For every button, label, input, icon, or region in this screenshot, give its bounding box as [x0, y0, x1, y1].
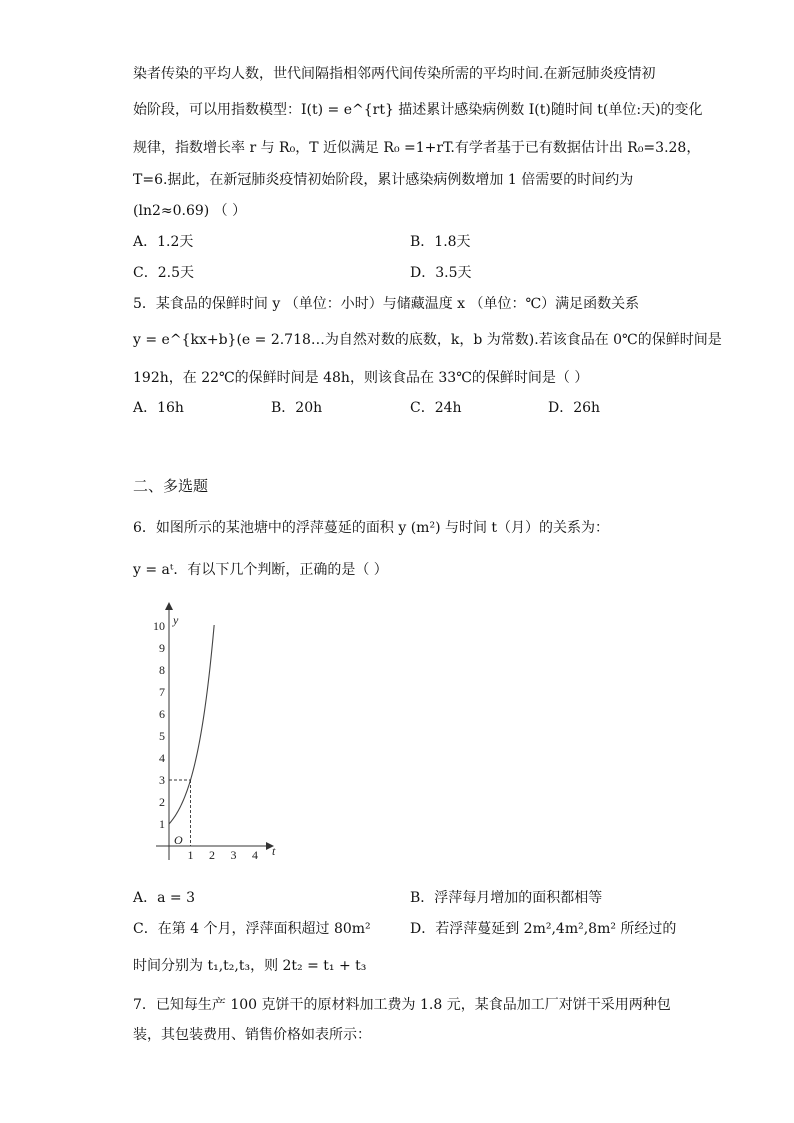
- q6-option-a: A．a = 3: [133, 890, 195, 906]
- y-tick-4: 4: [159, 751, 165, 765]
- q5-option-b: B．20h: [271, 400, 323, 416]
- x-tick-labels: [188, 848, 259, 862]
- q7-line-2: 装，其包装费用、销售价格如表所示：: [133, 1027, 371, 1043]
- curve-y-equals-a-power-t: [169, 625, 214, 824]
- q4-line-3: 规律，指数增长率 r 与 R₀，T 近似满足 R₀ =1+rT.有学者基于已有数据估计出 R₀=3.28，: [133, 140, 701, 156]
- q4-line-5: (ln2≈0.69) （ ）: [133, 203, 247, 219]
- q6-option-c: C．在第 4 个月，浮萍面积超过 80m²: [133, 921, 371, 937]
- q6-option-b: B．浮萍每月增加的面积都相等: [410, 890, 603, 906]
- y-tick-6: 6: [159, 707, 165, 721]
- q4-option-a: A．1.2天: [133, 234, 194, 250]
- q4-line-1: 染者传染的平均人数，世代间隔指相邻两代间传染所需的平均时间.在新冠肺炎疫情初: [133, 66, 656, 82]
- y-tick-5: 5: [159, 729, 165, 743]
- y-tick-8: 8: [159, 663, 165, 677]
- y-tick-7: 7: [159, 685, 165, 699]
- q4-line-2: 始阶段，可以用指数模型：I(t) = e^{rt} 描述累计感染病例数 I(t)随时间 t(单位:天)的变化: [133, 102, 703, 118]
- y-tick-3: 3: [159, 773, 165, 787]
- q5-line-2: y = e^{kx+b}(e = 2.718…为自然对数的底数，k，b 为常数).若该食品在 0℃的保鲜时间是: [133, 332, 722, 348]
- y-tick-labels: [153, 619, 165, 831]
- y-tick-2: 2: [159, 795, 165, 809]
- q6-line-2: y = aᵗ．有以下几个判断，正确的是（ ）: [133, 562, 388, 578]
- q6-line-1: 6．如图所示的某池塘中的浮萍蔓延的面积 y (m²) 与时间 t（月）的关系为：: [133, 520, 610, 536]
- q5-line-1: 5．某食品的保鲜时间 y （单位：小时）与储藏温度 x （单位：℃）满足函数关系: [133, 296, 640, 312]
- x-tick-2: 2: [209, 848, 215, 862]
- x-tick-1: 1: [187, 848, 194, 862]
- q5-option-d: D．26h: [548, 400, 601, 416]
- q4-option-d: D．3.5天: [410, 265, 472, 281]
- q5-option-c: C．24h: [410, 400, 462, 416]
- q4-option-c: C．2.5天: [133, 265, 194, 281]
- q5-line-3: 192h，在 22℃的保鲜时间是 48h，则该食品在 33℃的保鲜时间是（ ）: [133, 370, 589, 386]
- origin-label: O: [174, 833, 183, 847]
- q7-line-1: 7．已知每生产 100 克饼干的原材料加工费为 1.8 元，某食品加工厂对饼干采用两种包: [133, 997, 671, 1013]
- q6-option-d: D．若浮萍蔓延到 2m²,4m²,8m² 所经过的: [410, 921, 677, 937]
- x-tick-4: 4: [252, 848, 258, 862]
- exponential-graph: [150, 598, 285, 868]
- y-tick-9: 9: [159, 641, 165, 655]
- x-axis-label: t: [272, 844, 276, 858]
- y-tick-10: 10: [153, 619, 165, 633]
- q5-option-a: A．16h: [133, 400, 184, 416]
- q4-line-4: T=6.据此，在新冠肺炎疫情初始阶段，累计感染病例数增加 1 倍需要的时间约为: [133, 172, 634, 188]
- y-axis-arrow: [165, 602, 173, 610]
- section-title: 二、多选题: [133, 477, 209, 495]
- q6-option-d-continued: 时间分别为 t₁,t₂,t₃，则 2t₂ = t₁ + t₃: [133, 958, 367, 974]
- y-tick-1: 1: [159, 817, 165, 831]
- q4-option-b: B．1.8天: [410, 234, 471, 250]
- y-axis-label: y: [173, 613, 179, 627]
- x-tick-3: 3: [230, 848, 237, 862]
